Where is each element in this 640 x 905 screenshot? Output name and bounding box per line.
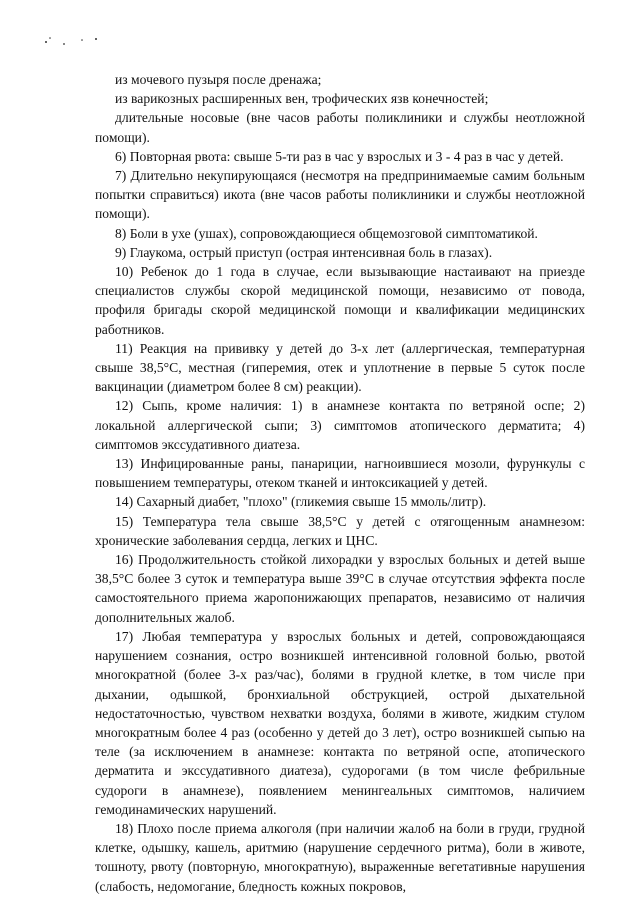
paragraph-bladder-bleeding: из мочевого пузыря после дренажа;: [115, 72, 322, 87]
paragraph-item-16: 16) Продолжительность стойкой лихорадки у взрослых больных и детей выше 38,5°С более 3 суток и температура выше 39°С в случае отсутствия эффекта после самостоятельного приема жаропонижающих препаратов, независимо от наличия дополнительных жалоб.: [95, 552, 585, 625]
paragraph-item-6: 6) Повторная рвота: свыше 5-ти раз в час у взрослых и 3 - 4 раз в час у детей.: [115, 148, 564, 164]
paragraph-varicose-bleeding: из варикозных расширенных вен, трофических язв конечностей;: [115, 91, 489, 107]
paragraph-item-11: 11) Реакция на прививку у детей до 3-х лет (аллергическая, температурная свыше 38,5°С, местная (гиперемия, отек и уплотнение в первые 5 суток после вакцинации (диаметром более 8 см) реакции).: [95, 340, 585, 395]
document-body: [95, 70, 585, 896]
paragraph-item-9: 9) Глаукома, острый приступ (острая интенсивная боль в глазах).: [115, 244, 493, 260]
paragraph-nasal-bleeding: длительные носовые (вне часов работы поликлиники и службы неотложной помощи).: [95, 110, 585, 145]
paragraph-item-18: 18) Плохо после приема алкоголя (при наличии жалоб на боли в груди, грудной клетке, одышку, кашель, аритмию (нарушение сердечного ритма), боли в животе, тошноту, рвоту (повторную, многократную), выраженные вегетативные нарушения (слабость, недомогание, бледность кожных покровов,: [95, 820, 585, 894]
paragraph-item-12: 12) Сыпь, кроме наличия: 1) в анамнезе контакта по ветряной оспе; 2) локальной аллергической сыпи; 3) симптомов атопического дерматита; 4) симптомов экссудативного диатеза.: [95, 398, 585, 452]
paragraph-item-7: 7) Длительно некупирующаяся (несмотря на предпринимаемые самим больным попытки справиться) икота (вне часов работы поликлиники и службы неотложной помощи).: [95, 168, 585, 222]
paragraph-item-8: 8) Боли в ухе (ушах), сопровождающиеся общемозговой симптоматикой.: [115, 225, 538, 241]
paragraph-item-17: 17) Любая температура у взрослых больных и детей, сопровождающаяся нарушением сознания, остро возникшей интенсивной головной болью, рвотой многократной (более 3-х раз/час), болями в грудной клетке, в том числе при дыхании, одышкой, бронхиальной обструкцией, острой дыхательной недостаточностью, чувством нехватки воздуха, болями в животе, жидким стулом многократным более 4 раз (особенно у детей до 3 лет), остро возникшей сыпью на теле (за исключением в анамнезе: контакта по ветряной оспе, атопического дерматита и экссудативного диатеза), судорогами (в том числе фебрильные судороги в анамнезе), появлением менингеальных симптомов, наличием гемодинамических нарушений.: [95, 628, 585, 817]
scan-specks-mark: [38, 30, 108, 50]
paragraph-item-15: 15) Температура тела свыше 38,5°С у детей с отягощенным анамнезом: хронические заболевания сердца, легких и ЦНС.: [95, 513, 585, 548]
paragraph-item-14: 14) Сахарный диабет, "плохо" (гликемия свыше 15 ммоль/литр).: [115, 494, 487, 510]
paragraph-item-13: 13) Инфицированные раны, панариции, нагноившиеся мозоли, фурункулы с повышением температуры, отеком тканей и интоксикацией у детей.: [95, 456, 585, 491]
paragraph-item-10: 10) Ребенок до 1 года в случае, если вызывающие настаивают на приезде специалистов службы скорой медицинской помощи, независимо от повода, профиля бригады скорой медицинской помощи и квалификации медицинских работников.: [95, 264, 585, 337]
